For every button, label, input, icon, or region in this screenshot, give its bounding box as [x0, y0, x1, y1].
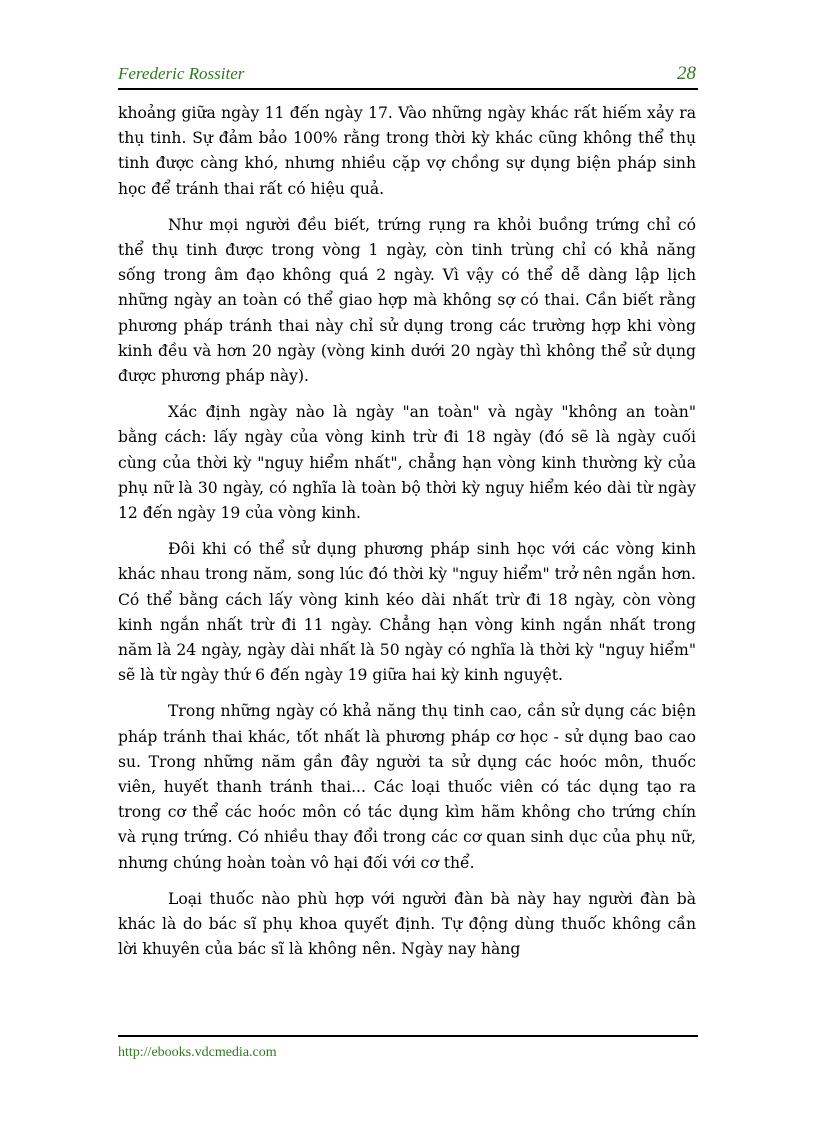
- paragraph: Đôi khi có thể sử dụng phương pháp sinh học với các vòng kinh khác nhau trong năm, song lúc đó thời kỳ "nguy hiểm" trở nên ngắn hơn. Có thể bằng cách lấy vòng kinh kéo dài nhất trừ đi 18 ngày, còn vòng kinh ngắn nhất trừ đi 11 ngày. Chẳng hạn vòng kinh ngắn nhất trong năm là 24 ngày, ngày dài nhất là 50 ngày có nghĩa là thời kỳ "nguy hiểm" sẽ là từ ngày thứ 6 đến ngày 19 giữa hai kỳ kinh nguyệt.: [118, 540, 696, 685]
- paragraph: Như mọi người đều biết, trứng rụng ra khỏi buồng trứng chỉ có thể thụ tinh được trong vòng 1 ngày, còn tinh trùng chỉ có khả năng sống trong âm đạo không quá 2 ngày. Vì vậy có thể dễ dàng lập lịch những ngày an toàn có thể giao hợp mà không sợ có thai. Cần biết rằng phương pháp tránh thai này chỉ sử dụng trong các trường hợp khi vòng kinh đều và hơn 20 ngày (vòng kinh dưới 20 ngày thì không thể sử dụng được phương pháp này).: [118, 215, 696, 386]
- page-body: [118, 101, 696, 974]
- page-header: [118, 62, 698, 90]
- footer-url-link[interactable]: http://ebooks.vdcmedia.com: [118, 1045, 277, 1060]
- page-footer: [118, 1035, 698, 1060]
- header-author: Ferederic Rossiter: [118, 64, 245, 83]
- paragraph: Loại thuốc nào phù hợp với người đàn bà này hay người đàn bà khác là do bác sĩ phụ khoa quyết định. Tự động dùng thuốc không cần lời khuyên của bác sĩ là không nên. Ngày nay hàng: [118, 889, 696, 959]
- page-number: 28: [677, 63, 696, 84]
- paragraph: Xác định ngày nào là ngày "an toàn" và ngày "không an toàn" bằng cách: lấy ngày của vòng kinh trừ đi 18 ngày (đó sẽ là ngày cuối cùng của thời kỳ "nguy hiểm nhất", chẳng hạn vòng kinh thường kỳ của phụ nữ là 30 ngày, có nghĩa là toàn bộ thời kỳ nguy hiểm kéo dài từ ngày 12 đến ngày 19 của vòng kinh.: [118, 403, 696, 523]
- paragraph: khoảng giữa ngày 11 đến ngày 17. Vào những ngày khác rất hiếm xảy ra thụ tinh. Sự đảm bảo 100% rằng trong thời kỳ khác cũng không thể thụ tinh được càng khó, nhưng nhiều cặp vợ chồng sự dụng biện pháp sinh học để tránh thai rất có hiệu quả.: [118, 104, 696, 198]
- paragraph: Trong những ngày có khả năng thụ tinh cao, cần sử dụng các biện pháp tránh thai khác, tốt nhất là phương pháp cơ học - sử dụng bao cao su. Trong những năm gần đây người ta sử dụng các hoóc môn, thuốc viên, huyết thanh tránh thai... Các loại thuốc viên có tác dụng tạo ra trong cơ thể các hoóc môn có tác dụng kìm hãm không cho trứng chín và rụng trứng. Có nhiều thay đổi trong các cơ quan sinh dục của phụ nữ, nhưng chúng hoàn toàn vô hại đối với cơ thể.: [118, 702, 696, 872]
